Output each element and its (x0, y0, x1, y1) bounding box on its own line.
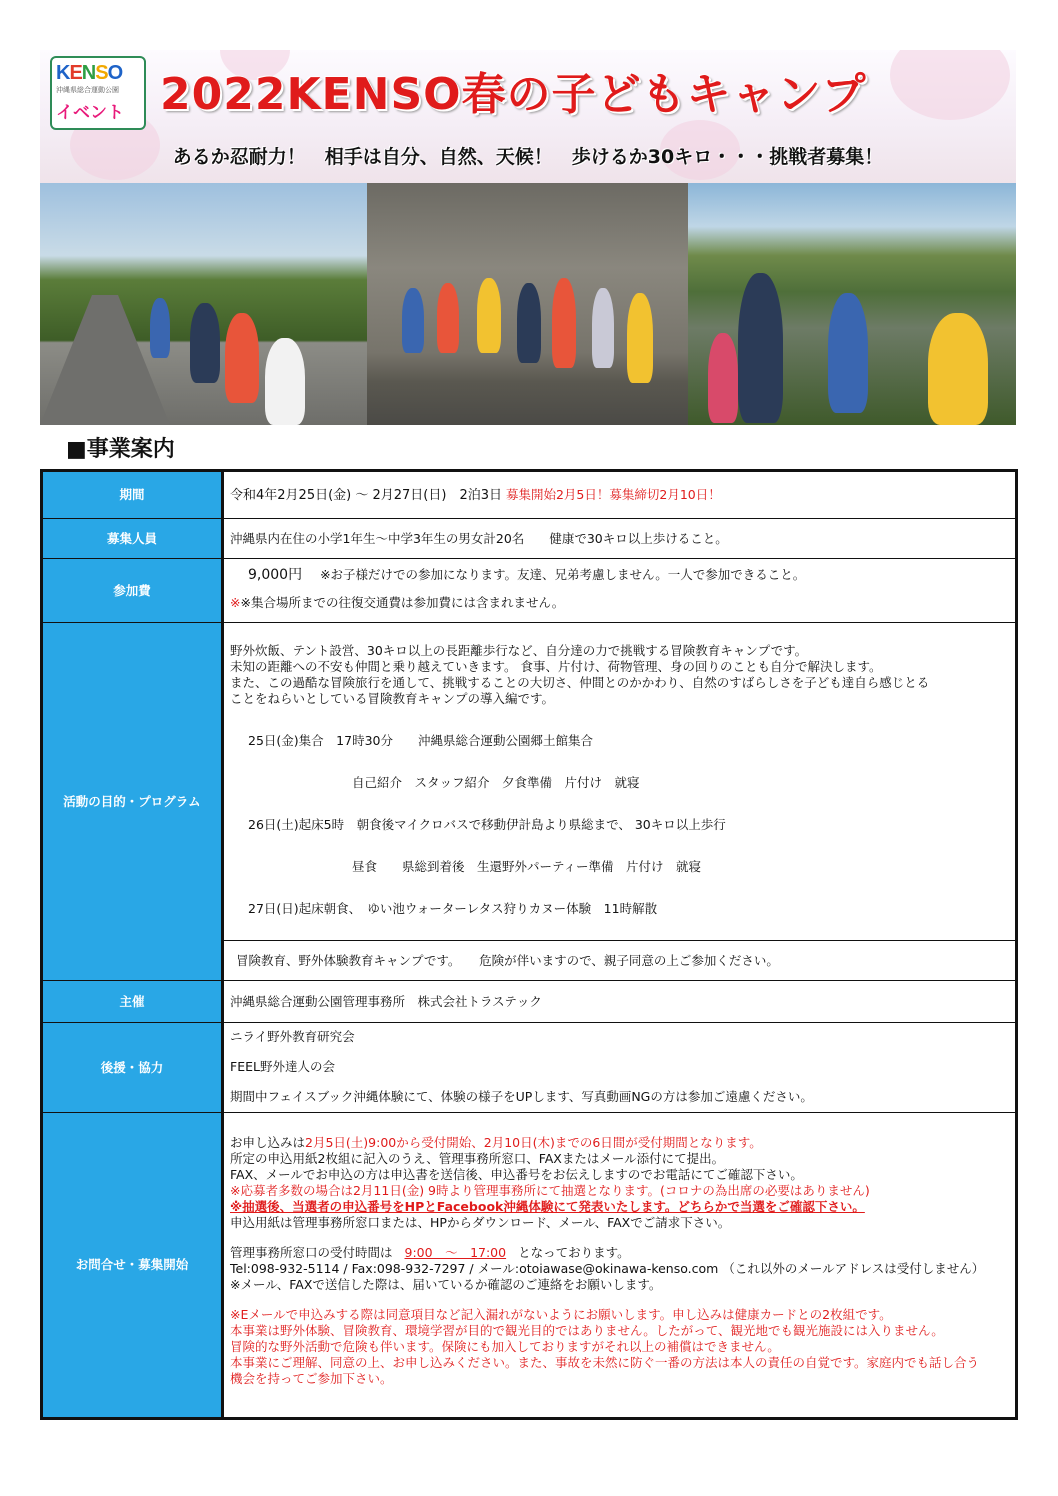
red-note-line: 機会を持ってご参加下さい。 (230, 1371, 393, 1386)
contact-line-emphasis: ※抽選後、当選者の申込番号をHPとFacebook沖縄体験にて発表いたします。どちらかで当選をご確認下さい。 (230, 1199, 865, 1214)
kid-figure (552, 278, 576, 368)
red-note-line: 本事業にご理解、同意の上、お申し込みください。また、事故を未然に防ぐ一番の方法は本人の責任の自覚です。家庭内でも話し合う (230, 1355, 980, 1370)
label-fee: 参加費 (42, 559, 223, 623)
header-banner (40, 50, 1016, 183)
contact-red-notes (230, 1293, 1009, 1387)
value-period (223, 471, 1017, 519)
kid-figure (437, 283, 459, 353)
contact-line: となっております。 (518, 1245, 630, 1260)
value-support (223, 1023, 1017, 1113)
fee-amount: 9,000円 (248, 567, 303, 583)
fee-text: ※お子様だけでの参加になります。友達、兄弟考慮しません。一人で参加できること。 (320, 567, 806, 582)
photo-kids-paddles (688, 183, 1016, 425)
kid-figure (928, 313, 988, 425)
kid-figure (190, 303, 220, 383)
logo-kenso-text: KENSO (56, 62, 123, 84)
page-subtitle: あるか忍耐力！ 相手は自分、自然、天候！ 歩けるか30キロ・・・挑戦者募集！ (172, 146, 884, 168)
kid-figure (517, 283, 541, 363)
contact-details: Tel:098-932-5114 / Fax:098-932-7297 / メール:otoiawase@okinawa-kenso.com （これ以外のメールアドレスは受付しません） (230, 1261, 985, 1276)
event-info-table (40, 469, 1018, 1420)
value-recruit: 沖縄県内在住の小学1年生～中学3年生の男女計20名 健康で30キロ以上歩けること。 (223, 519, 1017, 559)
kid-figure (477, 278, 501, 353)
kid-figure (627, 293, 653, 383)
kid-figure (150, 298, 170, 358)
contact-line: お申し込みは (230, 1135, 306, 1150)
kenso-event-logo (50, 56, 146, 130)
program-intro-line: また、この過酷な冒険旅行を通して、挑戦することの大切さ、仲間とのかかわり、自然のすばらしさを子ども達自ら感じとる (230, 675, 930, 690)
period-text: 令和4年2月25日(金) ～ 2月27日(日) 2泊3日 (230, 487, 502, 503)
schedule-line: 25日(金)集合 17時30分 沖縄県総合運動公園郷土館集合 (248, 733, 593, 748)
contact-line: 申込用紙は管理事務所窓口または、HPからダウンロード、メール、FAXでご請求下さい。 (230, 1215, 731, 1230)
kid-figure (738, 273, 783, 423)
program-intro-line: ことをねらいとしている冒険教育キャンプの導入編です。 (230, 691, 555, 706)
label-recruit: 募集人員 (42, 519, 223, 559)
row-support (42, 1023, 1017, 1113)
kid-figure (592, 288, 614, 368)
kid-figure (225, 313, 259, 403)
row-period (42, 471, 1017, 519)
value-contact (223, 1113, 1017, 1419)
value-program (223, 623, 1017, 941)
support-line: 期間中フェイスブック沖縄体験にて、体験の様子をUPします、写真動画NGの方は参加ご遠慮ください。 (230, 1089, 813, 1104)
period-note: 募集開始2月5日！募集締切2月10日！ (505, 486, 721, 502)
program-intro-line: 野外炊飯、テント設営、30キロ以上の長距離歩行など、自分達の力で挑戦する冒険教育キャンプです。 (230, 643, 808, 658)
schedule-line: 27日(日)起床朝食、 ゆい池ウォーターレタス狩りカヌー体験 11時解散 (248, 901, 658, 916)
logo-event-text: イベント (56, 103, 124, 123)
contact-line: 管理事務所窓口の受付時間は (230, 1245, 393, 1260)
schedule-line: 自己紹介 スタッフ紹介 夕食準備 片付け 就寝 (352, 775, 640, 790)
photo-kids-cliff (367, 183, 688, 425)
contact-line: 所定の申込用紙2枚組に記入のうえ、管理事務所窓口、FAXまたはメール添付にて提出。 (230, 1151, 725, 1166)
red-note-line: 本事業は野外体験、冒険教育、環境学習が目的で観光目的ではありません。したがって、観光地でも観光施設には入りません。 (230, 1323, 944, 1338)
schedule-line: 26日(土)起床5時 朝食後マイクロバスで移動伊計島より県総まで、 30キロ以上歩行 (248, 817, 726, 832)
photo-walking-kids (40, 183, 367, 425)
row-contact (42, 1113, 1017, 1419)
red-note-line: ※Eメールで申込みする際は同意項目など記入漏れがないようにお願いします。申し込みは健康カードとの2枚組です。 (230, 1307, 892, 1322)
page-title: 2022KENSO春の子どもキャンプ (160, 69, 867, 120)
program-intro (230, 633, 1009, 707)
office-hours: 9:00 ～ 17:00 (404, 1245, 507, 1260)
value-host: 沖縄県総合運動公園管理事務所 株式会社トラステック (223, 981, 1017, 1023)
blossom-decoration (890, 50, 1010, 120)
schedule-line: 昼食 県総到着後 生還野外パーティー準備 片付け 就寝 (352, 859, 702, 874)
section-heading: ■事業案内 (66, 437, 175, 462)
program-intro-line: 未知の距離への不安も仲間と乗り越えていきます。 食事、片付け、荷物管理、身の回りのことも自分で解決します。 (230, 659, 882, 674)
label-program: 活動の目的・プログラム (42, 623, 223, 981)
kid-figure (402, 288, 424, 353)
row-fee (42, 559, 1017, 623)
contact-line-red: 2月5日(土)9:00から受付開始、2月10日(木)までの6日間が受付期間となります。 (305, 1135, 762, 1150)
program-closing: 冒険教育、野外体験教育キャンプです。 危険が伴いますので、親子同意の上ご参加ください。 (223, 941, 1017, 981)
fee-note: ※集合場所までの往復交通費は参加費には含まれません。 (240, 595, 565, 610)
red-note-line: 冒険的な野外活動で危険も伴います。保険にも加入しておりますがそれ以上の補償はできません。 (230, 1339, 780, 1354)
contact-line-red: ※応募者多数の場合は2月11日(金) 9時より管理事務所にて抽選となります。(コロナの為出席の必要はありません) (230, 1183, 870, 1198)
kayak-shape (708, 333, 738, 423)
row-recruit (42, 519, 1017, 559)
label-contact: お問合せ・募集開始 (42, 1113, 223, 1419)
value-fee: 9,000円 ※お子様だけでの参加になります。友達、兄弟考慮しません。一人で参加できること。 ※※集合場所までの往復交通費は参加費には含まれません。 (223, 559, 1017, 623)
label-support: 後援・協力 (42, 1023, 223, 1113)
kid-figure (265, 338, 305, 425)
support-line: FEEL野外達人の会 (230, 1059, 335, 1074)
kid-figure (828, 293, 868, 413)
contact-line: FAX、メールでお申込の方は申込書を送信後、申込番号をお伝えしますのでお電話にてご確認下さい。 (230, 1167, 803, 1182)
logo-subtext: 沖縄県総合運動公園 (56, 86, 119, 94)
contact-line: ※メール、FAXで送信した際は、届いているか確認のご連絡をお願いします。 (230, 1277, 662, 1292)
label-period: 期間 (42, 471, 223, 519)
support-line: ニライ野外教育研究会 (230, 1029, 355, 1044)
row-program (42, 623, 1017, 941)
row-host (42, 981, 1017, 1023)
label-host: 主催 (42, 981, 223, 1023)
